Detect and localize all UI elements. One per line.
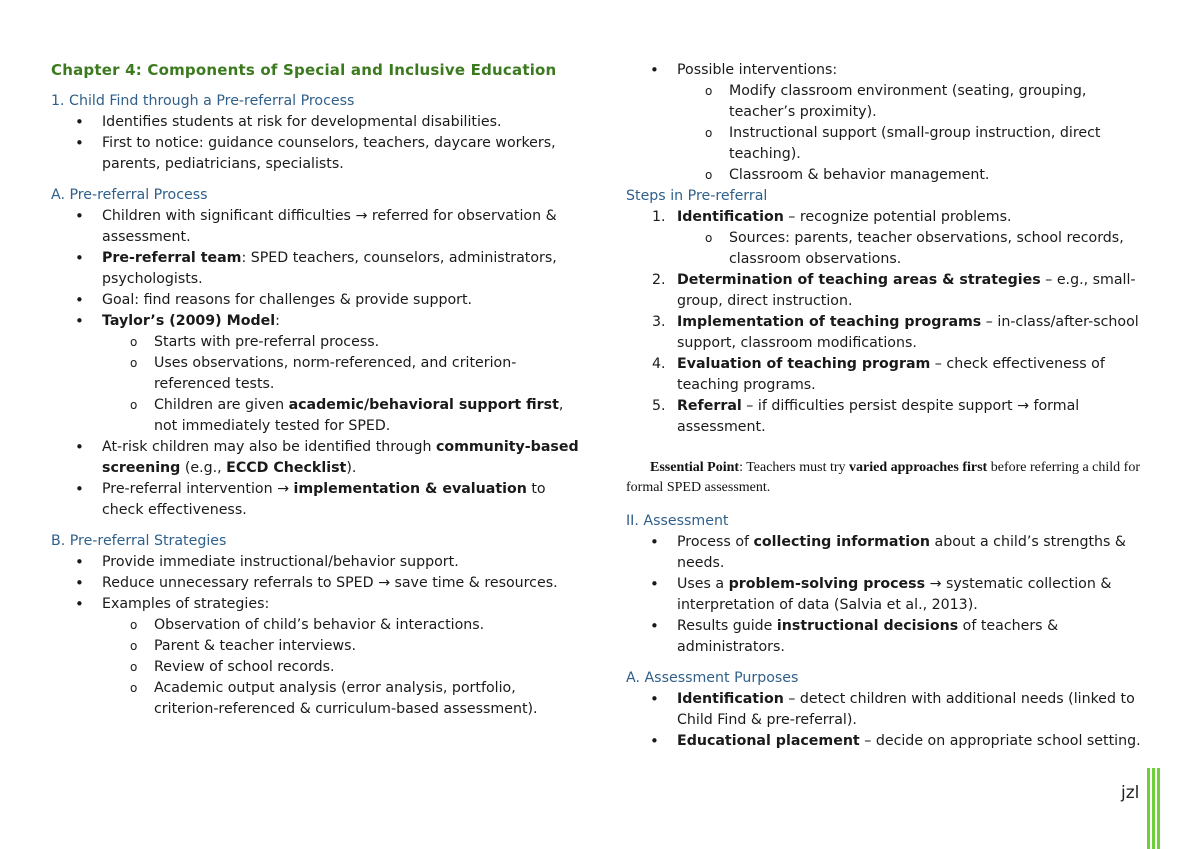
section-assessment-purposes [626,668,1156,752]
left-column [51,60,581,730]
list-item: • Uses a problem-solving process → systematic collection & interpretation of data (Salvia et al., 2013). [626,574,1156,616]
list-item: • Pre-referral team: SPED teachers, counselors, administrators, psychologists. [51,248,581,290]
sub-list-item: o Academic output analysis (error analysis, portfolio, criterion-referenced & curriculum-based assessment). [51,678,581,720]
section-heading: 1. Child Find through a Pre-referral Process [51,93,355,109]
sub-list-item: o Parent & teacher interviews. [51,636,581,657]
sub-list-item: o Modify classroom environment (seating, grouping, teacher’s proximity). [626,81,1156,123]
author-initials: jzl [1121,783,1140,803]
section-pre-referral-process [51,185,581,521]
list-item: • At-risk children may also be identified through community-based screening (e.g., ECCD Checklist). [51,437,581,479]
list-item: • Taylor’s (2009) Model: [51,311,581,332]
section-heading: B. Pre-referral Strategies [51,533,227,549]
bar [1152,768,1155,849]
essential-point: Essential Point: Teachers must try varied approaches first before referring a child for formal SPED assessment. [626,460,1140,495]
list-item: • Educational placement – decide on appropriate school setting. [626,731,1156,752]
list-item: • Goal: find reasons for challenges & provide support. [51,290,581,311]
section-assessment [626,511,1156,658]
list-item: • Provide immediate instructional/behavior support. [51,552,581,573]
list-item: • Results guide instructional decisions of teachers & administrators. [626,616,1156,658]
list-item: • Children with significant difficulties → referred for observation & assessment. [51,206,581,248]
bar [1157,768,1160,849]
sub-list-item: o Instructional support (small-group instruction, direct teaching). [626,123,1156,165]
decorative-bars [1147,768,1161,849]
sub-list-item: o Observation of child’s behavior & interactions. [51,615,581,636]
list-item: • Process of collecting information about a child’s strengths & needs. [626,532,1156,574]
interventions-list [626,60,1156,81]
sub-list-item: o Classroom & behavior management. [626,165,1156,186]
section-pre-referral-strategies [51,531,581,720]
section-heading: II. Assessment [626,513,729,529]
numbered-item: 5. Referral – if difficulties persist despite support → formal assessment. [652,398,1080,435]
section-steps [626,186,1156,438]
section-heading: A. Pre-referral Process [51,187,208,203]
list-item: • Reduce unnecessary referrals to SPED → save time & resources. [51,573,581,594]
section-heading: Steps in Pre-referral [626,188,768,204]
list-item: • Identification – detect children with additional needs (linked to Child Find & pre-referral). [626,689,1156,731]
sub-list-item: o Starts with pre-referral process. [51,332,581,353]
chapter-title: Chapter 4: Components of Special and Inclusive Education [51,61,557,79]
list-item: • Pre-referral intervention → implementation & evaluation to check effectiveness. [51,479,581,521]
section-heading: A. Assessment Purposes [626,670,799,686]
sub-list-item: o Review of school records. [51,657,581,678]
list-item: • First to notice: guidance counselors, teachers, daycare workers, parents, pediatricians, specialists. [51,133,581,175]
right-column [626,60,1156,752]
numbered-item: 2. Determination of teaching areas & strategies – e.g., small-group, direct instruction. [652,272,1136,309]
section-child-find [51,91,581,175]
numbered-item: 1. Identification – recognize potential problems. [652,209,1012,225]
sub-list-item: o Sources: parents, teacher observations, school records, classroom observations. [626,228,1156,270]
numbered-item: 3. Implementation of teaching programs – in-class/after-school support, classroom modifications. [652,314,1139,351]
bar [1147,768,1150,849]
sub-list-item: o Children are given academic/behavioral support first, not immediately tested for SPED. [51,395,581,437]
list-item: • Examples of strategies: [51,594,581,615]
sub-list-item: o Uses observations, norm-referenced, and criterion-referenced tests. [51,353,581,395]
list-item: • Possible interventions: [626,60,1156,81]
list-item: • Identifies students at risk for developmental disabilities. [51,112,581,133]
numbered-item: 4. Evaluation of teaching program – check effectiveness of teaching programs. [652,356,1105,393]
